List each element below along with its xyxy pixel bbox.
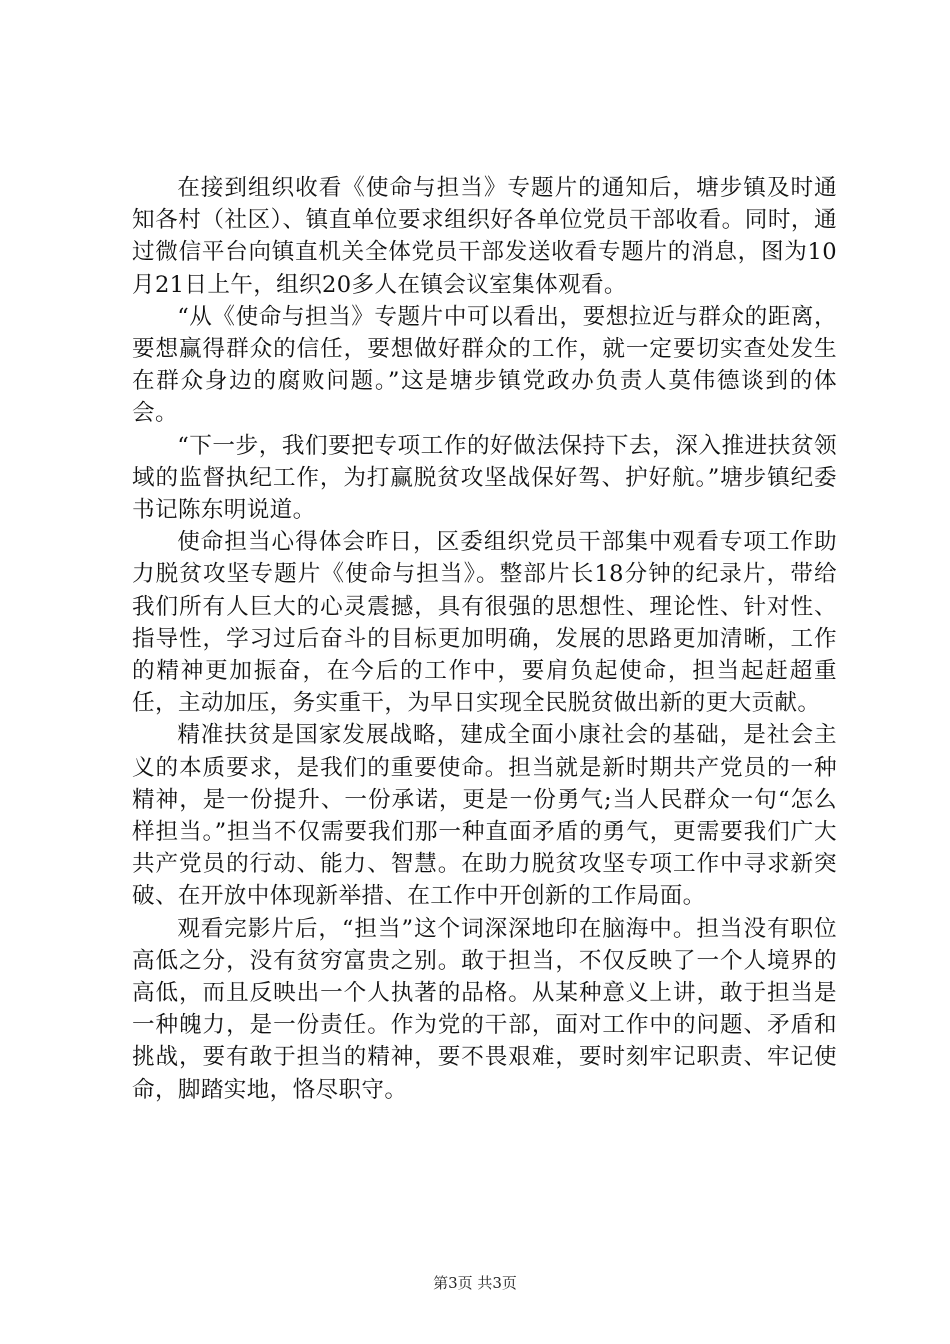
paragraph-2: “从《使命与担当》专题片中可以看出，要想拉近与群众的距离，要想赢得群众的信任，要想做好群众的工作，就一定要切实查处发生在群众身边的腐败问题。”这是塘步镇党政办负责人莫伟德谈到的体会。 — [132, 303, 837, 427]
paragraph-1: 在接到组织收看《使命与担当》专题片的通知后，塘步镇及时通知各村（社区）、镇直单位要求组织好各单位党员干部收看。同时，通过微信平台向镇直机关全体党员干部发送收看专题片的消息，图为10月21日上午，组织20多人在镇会议室集体观看。 — [132, 175, 837, 298]
page-footer: 第3页 共3页 — [433, 1274, 517, 1292]
paragraph-3: “下一步，我们要把专项工作的好做法保持下去，深入推进扶贫领域的监督执纪工作，为打赢脱贫攻坚战保好驾、护好航。”塘步镇纪委书记陈东明说道。 — [132, 432, 837, 524]
paragraph-5: 精准扶贫是国家发展战略，建成全面小康社会的基础，是社会主义的本质要求，是我们的重要使命。担当就是新时期共产党员的一种精神，是一份提升、一份承诺，更是一份勇气;当人民群众一句“怎么样担当。”担当不仅需要我们那一种直面矛盾的勇气，更需要我们广大共产党员的行动、能力、智慧。在助力脱贫攻坚专项工作中寻求新突破、在开放中体现新举措、在工作中开创新的工作局面。 — [132, 722, 837, 910]
document-body — [132, 172, 837, 1106]
paragraph-4: 使命担当心得体会昨日，区委组织党员干部集中观看专项工作助力脱贫攻坚专题片《使命与担当》。整部片长18分钟的纪录片，带给我们所有人巨大的心灵震撼，具有很强的思想性、理论性、针对性、指导性，学习过后奋斗的目标更加明确，发展的思路更加清晰，工作的精神更加振奋，在今后的工作中，要肩负起使命，担当起赶超重任，主动加压，务实重干，为早日实现全民脱贫做出新的更大贡献。 — [132, 529, 837, 717]
paragraph-6: 观看完影片后，“担当”这个词深深地印在脑海中。担当没有职位高低之分，没有贫穷富贵之别。敢于担当，不仅反映了一个人境界的高低，而且反映出一个人执著的品格。从某种意义上讲，敢于担当是一种魄力，是一份责任。作为党的干部，面对工作中的问题、矛盾和挑战，要有敢于担当的精神，要不畏艰难，要时刻牢记职责、牢记使命，脚踏实地，恪尽职守。 — [132, 915, 837, 1103]
